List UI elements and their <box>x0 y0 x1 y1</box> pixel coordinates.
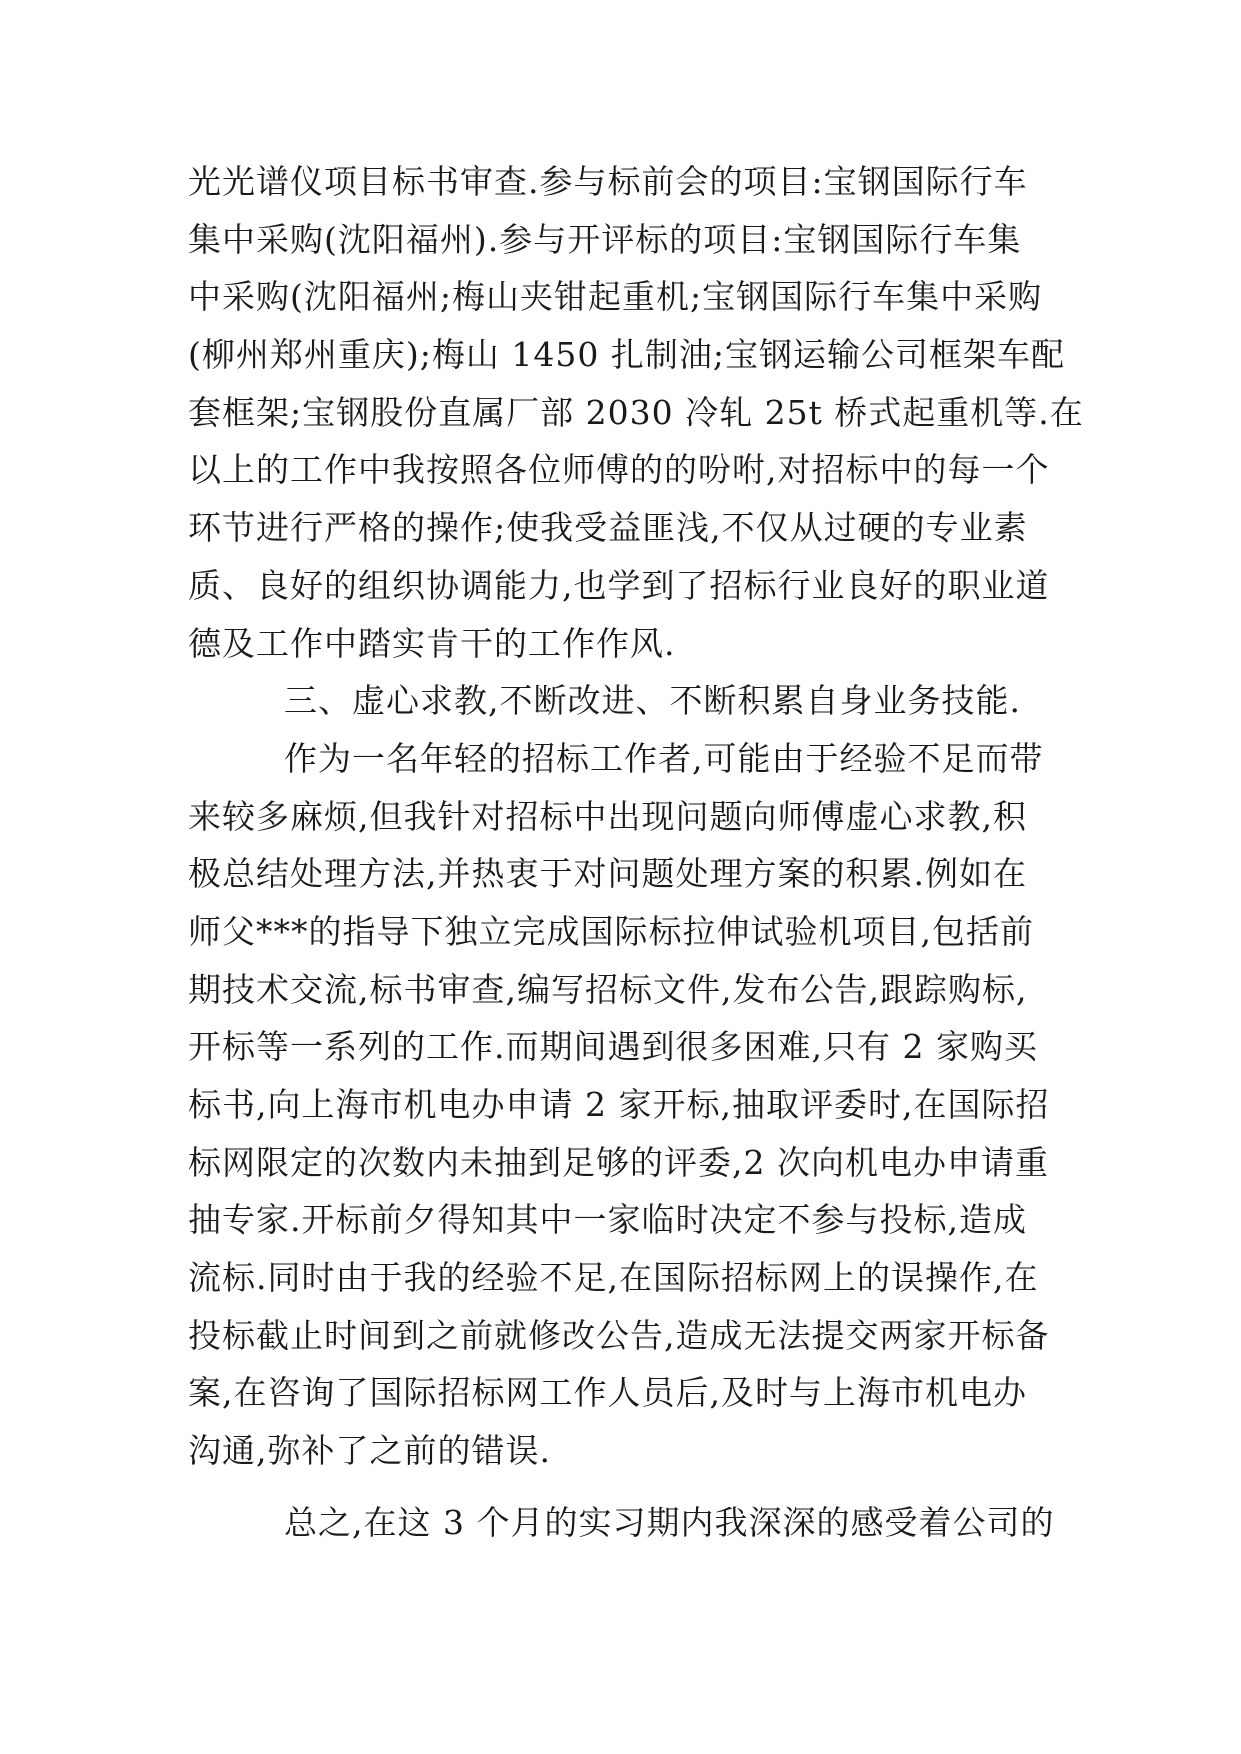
body-line: 沟通,弥补了之前的错误. <box>188 1431 551 1471</box>
body-line: 标书,向上海市机电办申请 2 家开标,抽取评委时,在国际招 <box>188 1085 1050 1124</box>
paragraph-first-line: 作为一名年轻的招标工作者,可能由于经验不足而带 <box>284 738 1044 778</box>
body-line: 集中采购(沈阳福州).参与开评标的项目:宝钢国际行车集 <box>188 219 1022 259</box>
section-heading: 三、虚心求教,不断改进、不断积累自身业务技能. <box>284 681 1021 721</box>
body-line: 师父***的指导下独立完成国际标拉伸试验机项目,包括前 <box>188 911 1034 951</box>
body-line: 开标等一系列的工作.而期间遇到很多困难,只有 2 家购买 <box>188 1027 1038 1067</box>
body-line: 流标.同时由于我的经验不足,在国际招标网上的误操作,在 <box>188 1258 1039 1298</box>
paragraph-first-line: 总之,在这 3 个月的实习期内我深深的感受着公司的 <box>284 1502 1055 1542</box>
body-line: 以上的工作中我按照各位师傅的的吩咐,对招标中的每一个 <box>188 450 1050 490</box>
body-line: 质、良好的组织协调能力,也学到了招标行业良好的职业道 <box>188 565 1050 605</box>
body-line: (柳州郑州重庆);梅山 1450 扎制油;宝钢运输公司框架车配 <box>188 335 1065 375</box>
body-line: 投标截止时间到之前就修改公告,造成无法提交两家开标备 <box>188 1315 1050 1355</box>
body-line: 来较多麻烦,但我针对招标中出现问题向师傅虚心求教,积 <box>188 796 1027 836</box>
body-line: 德及工作中踏实肯干的工作作风. <box>188 623 676 663</box>
body-line: 中采购(沈阳福州;梅山夹钳起重机;宝钢国际行车集中采购 <box>188 277 1043 317</box>
body-line: 标网限定的次数内未抽到足够的评委,2 次向机电办申请重 <box>188 1142 1049 1182</box>
body-line: 极总结处理方法,并热衷于对问题处理方案的积累.例如在 <box>188 854 1027 894</box>
body-line: 环节进行严格的操作;使我受益匪浅,不仅从过硬的专业素 <box>188 508 1028 548</box>
body-line: 期技术交流,标书审查,编写招标文件,发布公告,跟踪购标, <box>188 969 1028 1009</box>
body-line: 光光谱仪项目标书审查.参与标前会的项目:宝钢国际行车 <box>188 162 1028 201</box>
body-line: 套框架;宝钢股份直属厂部 2030 冷轧 25t 桥式起重机等.在 <box>188 392 1084 432</box>
document-body <box>188 153 1084 1552</box>
body-line: 抽专家.开标前夕得知其中一家临时决定不参与投标,造成 <box>188 1200 1027 1240</box>
body-line: 案,在咨询了国际招标网工作人员后,及时与上海市机电办 <box>188 1373 1027 1413</box>
